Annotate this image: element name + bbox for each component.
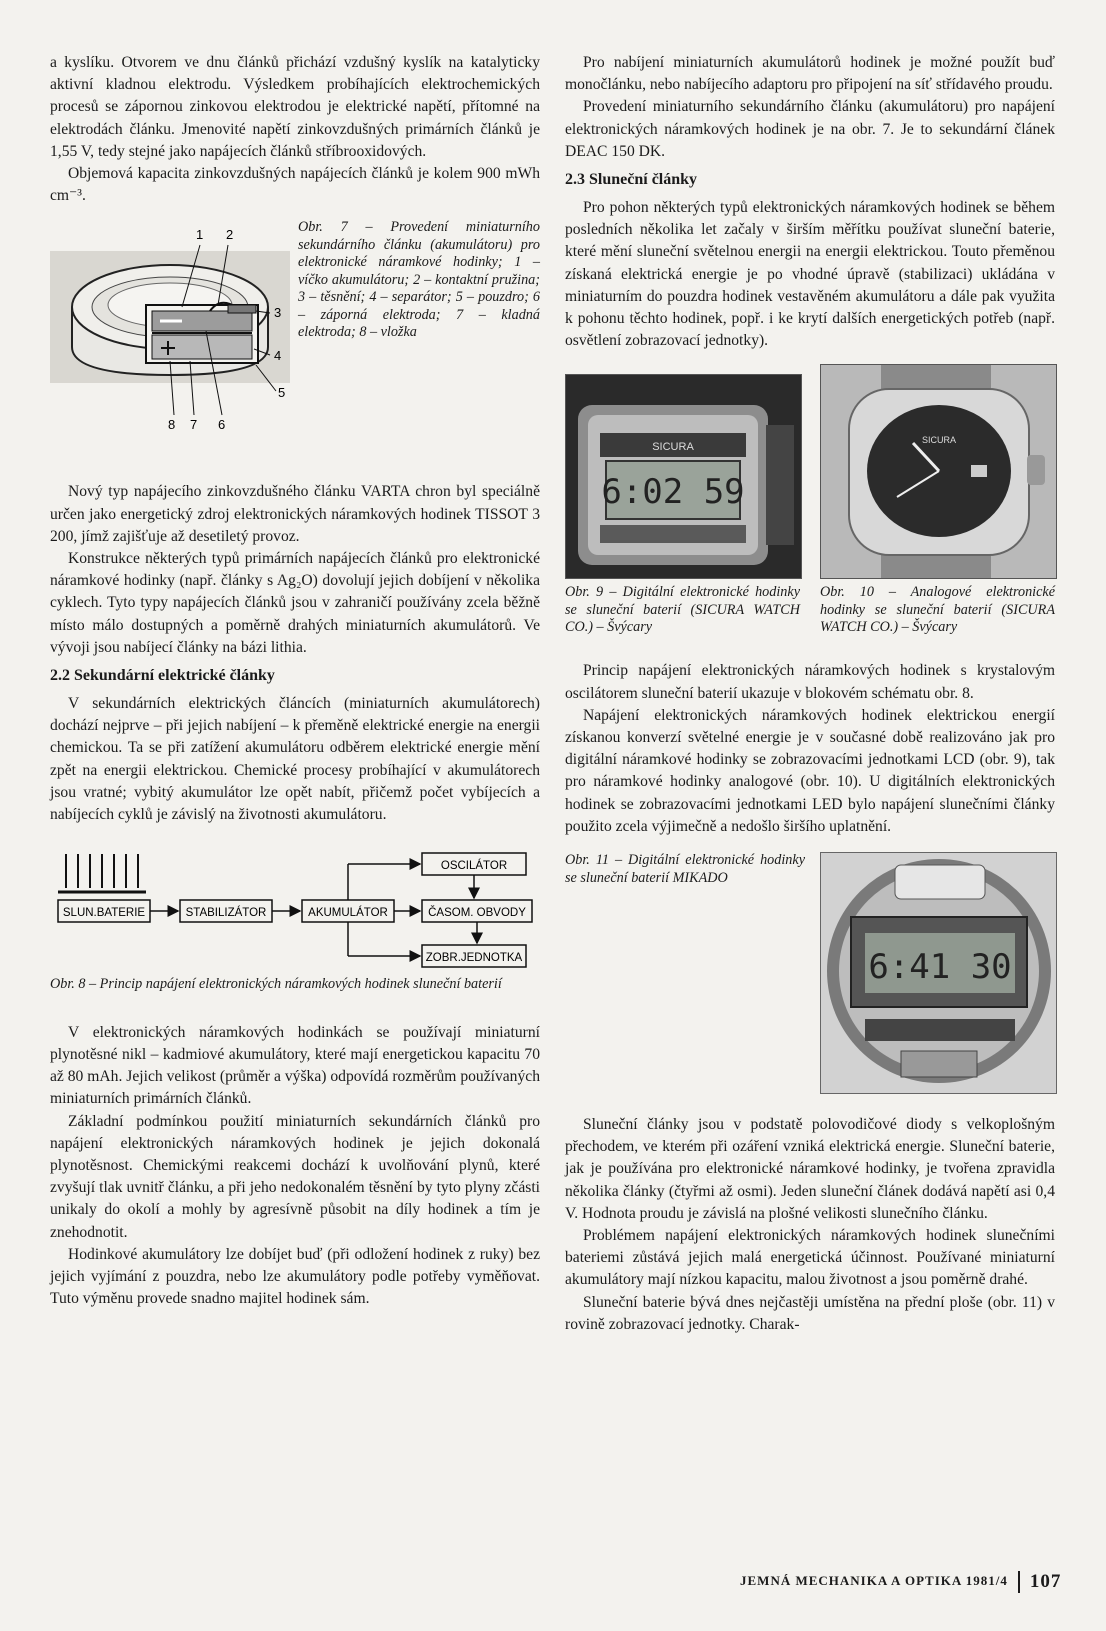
block-diagram: [50, 850, 540, 972]
part-label: 1: [196, 227, 204, 243]
part-label: 8: [168, 417, 176, 433]
figure-caption: Obr. 9 – Digitální elektronické hodinky se sluneční baterií (SICURA WATCH CO.) – Švýcary: [565, 584, 800, 636]
paragraph: Objemová kapacita zinkovzdušných napájecích článků je kolem 900 mWh cm⁻³.: [50, 165, 540, 205]
battery-cross-section-drawing: [50, 215, 295, 465]
part-label: 6: [218, 417, 226, 433]
figure-11: [565, 852, 1055, 1100]
part-label: 7: [190, 417, 198, 433]
figure-caption: Obr. 7 – Provedení miniaturního sekundárního článku (akumulátoru) pro elektronické náramkové hodinky; 1 – víčko akumulátoru; 2 – kontaktní pružina; 3 – těsnění; 4 – separátor; 5 – pouzdro; 6 – záporná elektroda; 7 – kladná elektroda; 8 – vložka: [298, 219, 540, 341]
block-slun-baterie: SLUN.BATERIE: [62, 907, 146, 920]
part-label: 3: [274, 305, 282, 321]
page-number: 107: [1029, 1571, 1062, 1592]
watch-brand: SICURA: [652, 441, 694, 454]
journal-name: JEMNÁ MECHANIKA A OPTIKA 1981/4: [740, 1572, 1008, 1588]
block-casom-obvody: ČASOM. OBVODY: [428, 907, 526, 920]
watch-display: 6:02 59: [601, 472, 745, 513]
part-label: 2: [226, 227, 234, 243]
paragraph: Problémem napájení elektronických náramkových hodinek slunečními bateriemi zůstává jejich malá energetická účinnost. Používané miniaturní akumulátory mají nízkou kapacitu, malou životnost a jsou poměrně drahé.: [565, 1227, 1055, 1289]
block-stabilizator: STABILIZÁTOR: [185, 907, 267, 920]
photo-row: [565, 374, 1055, 660]
paragraph: a kyslíku. Otvorem ve dnu článků přichází vzdušný kyslík na katalyticky aktivní kladnou elektrodu. Výsledkem probíhajících elektrochemických procesů se zápornou zinkovou elektrodou je elektrické napětí, přítomné na elektrodách článku. Jmenovité napětí zinkovzdušných primárních článků je 1,55 V, tedy stejné jako napájecích článků stříbrooxidových.: [50, 54, 540, 160]
photo-digital-watch: [565, 374, 802, 579]
part-label: 4: [274, 348, 282, 364]
block-akumulator: AKUMULÁTOR: [308, 907, 388, 920]
figure-7: [50, 215, 540, 473]
watch-display: 6:41 30: [868, 947, 1012, 988]
part-label: 5: [278, 385, 286, 401]
section-heading: 2.3 Sluneční články: [565, 171, 698, 189]
page-footer: [740, 1571, 1061, 1593]
figure-caption: Obr. 11 – Digitální elektronické hodinky se sluneční baterií MIKADO: [565, 852, 805, 886]
photo-mikado-watch: [820, 852, 1057, 1094]
block-oscilator: OSCILÁTOR: [440, 860, 508, 873]
paragraph: Konstrukce některých typů primárních napájecích článků pro elektronické náramkové hodinky (např. články s Ag₂O) dovolují jejich dobíjení v několika cyklech. Tyto typy napájecích článků jsou v zahraničí používány zcela běžně místo málo dostupných a poměrně drahých miniaturních akumulátorů. Ve vývoji jsou nabíjecí články na bázi lithia.: [50, 550, 540, 656]
paragraph: Sluneční baterie bývá dnes nejčastěji umístěna na přední ploše (obr. 11) v rovině zobrazovací jednotky. Charak-: [565, 1293, 1055, 1333]
section-heading: 2.2 Sekundární elektrické články: [50, 667, 275, 685]
paragraph: Základní podmínkou použití miniaturních sekundárních článků pro napájení elektronických náramkových hodinek je jejich dokonalá plynotěsnost. Chemickými reakcemi dochází k uvolňování plynů, které zvyšují tlak uvnitř článku, a při jeho nedokonalém těsnění by tyto plyny zčásti unikaly do okolí a mohly by agresívně působit na díly hodinek a tím je znehodnotit.: [50, 1112, 540, 1241]
paragraph: V elektronických náramkových hodinkách se používají miniaturní plynotěsné nikl – kadmiové akumulátory, které mají energetickou kapacitu 70 až 80 mAh. Jejich velikost (průměr a výška) odpovídá rozměrům používaných miniaturních primárních článků.: [50, 1023, 540, 1108]
paragraph: Hodinkové akumulátory lze dobíjet buď (při odložení hodinek z ruky) bez jejich vyjímání z pouzdra, nebo lze akumulátory podle potřeby vyměňovat. Tuto výměnu provede snadno majitel hodinek sám.: [50, 1245, 540, 1308]
block-zobr-jednotka: ZOBR.JEDNOTKA: [425, 952, 523, 965]
paragraph: V sekundárních elektrických článcích (miniaturních akumulátorech) dochází nejprve – při jejich nabíjení – k přeměně elektrické energie na energii chemickou. Ta se při zatížení akumulátoru odběrem elektrické energie mění zpět na energii elektrickou. Chemické procesy probíhající v akumulátorech jsou vratné; vybitý akumulátor lze opět nabít, přičemž počet vybíjecích a nabíjecích cyklů je závislý na životnosti akumulátoru.: [50, 695, 540, 824]
paragraph: Sluneční články jsou v podstatě polovodičové diody s velkoplošným přechodem, ve kterém při ozáření vzniká elektrická energie. Sluneční baterie, jak je používána pro elektronické náramkové hodinky, je tvořena zpravidla několika články (čtyřmi až osmi). Jeden sluneční článek dodává napětí asi 0,4 V. Hodnota proudu je závislá na plošné velikosti slunečního článku.: [565, 1116, 1055, 1222]
watch-brand: SICURA: [921, 435, 957, 446]
paragraph: Pro pohon některých typů elektronických náramkových hodinek se během posledních několika let začaly v širším měřítku používat sluneční baterie, které mění sluneční světelnou energii na energii elektrickou. Touto přeměnou získaná elektrická energie je po vhodné úpravě (stabilizaci) ukládána v miniaturním do pouzdra hodinek vestavěném akumulátoru a dále pak využita k pohonu těchto hodinek, popř. i ke krytí dalších energetických potřeb (např. osvětlení zobrazovací jednotky).: [565, 199, 1055, 350]
paragraph: Provedení miniaturního sekundárního článku (akumulátoru) pro napájení elektronických náramkových hodinek je na obr. 7. Je to sekundární článek DEAC 150 DK.: [565, 98, 1055, 160]
footer-divider: [1018, 1571, 1020, 1593]
left-column: [50, 52, 540, 1310]
paragraph: Princip napájení elektronických náramkových hodinek s krystalovým oscilátorem sluneční baterií ukazuje v blokovém schématu obr. 8.: [565, 662, 1055, 702]
paragraph: Napájení elektronických náramkových hodinek elektrickou energií získanou konverzí světelné energie je v současné době realizováno jak pro digitální náramkové hodinky se zobrazovacími jednotkami LCD (obr. 9), tak pro náramkové hodinky analogové (obr. 10). U digitálních elektronických hodinek se zobrazovacími jednotkami LED bylo napájení slunečními články použito zcela výjimečně a nedošlo širšího uplatnění.: [565, 706, 1055, 835]
right-column: [565, 52, 1055, 1336]
figure-caption: Obr. 8 – Princip napájení elektronických náramkových hodinek sluneční baterií: [50, 976, 502, 993]
paragraph: Nový typ napájecího zinkovzdušného článku VARTA chron byl speciálně určen jako energetický zdroj elektronických náramkových hodinek TISSOT 3 200, jímž zajišťuje až desetiletý provoz.: [50, 483, 540, 545]
paragraph: Pro nabíjení miniaturních akumulátorů hodinek je možné použít buď monočlánku, nebo nabíjecího adaptoru pro připojení na síť střídavého proudu.: [565, 54, 1055, 94]
photo-analog-watch: [820, 364, 1057, 579]
figure-caption: Obr. 10 – Analogové elektronické hodinky se sluneční baterií (SICURA WATCH CO.) – Švýcary: [820, 584, 1055, 636]
figure-8: [50, 850, 540, 994]
